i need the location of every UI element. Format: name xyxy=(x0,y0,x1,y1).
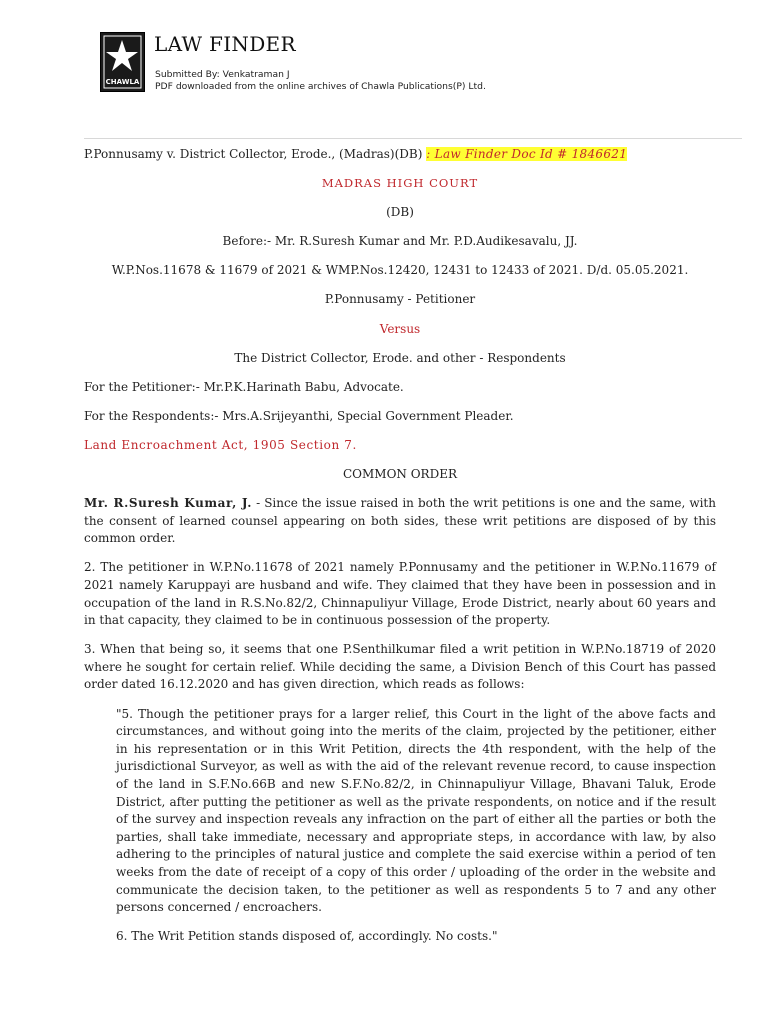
svg-text:CHAWLA: CHAWLA xyxy=(105,78,140,86)
case-title-line xyxy=(84,146,716,164)
counsel-respondents: For the Respondents:- Mrs.A.Srijeyanthi, Special Government Pleader. xyxy=(84,408,514,423)
paragraph-2: 2. The petitioner in W.P.No.11678 of 2021 namely P.Ponnusamy and the petitioner in W.P.No.11679 of 2021 namely Karuppayi are husband and wife. They claimed that they have been in possession and in occupation of the land in R.S.No.82/2, Chinnapuliyur Village, Erode District, nearly about 60 years and in that capacity, they claimed to be in continuous possession of the property. xyxy=(84,560,716,628)
paragraph-1 xyxy=(84,495,716,548)
act-reference: Land Encroachment Act, 1905 Section 7. xyxy=(84,437,357,452)
header xyxy=(100,30,700,100)
chawla-logo xyxy=(100,32,145,92)
header-meta xyxy=(155,69,486,93)
quoted-paragraph-5: "5. Though the petitioner prays for a larger relief, this Court in the light of the above facts and circumstances, and without going into the merits of the claim, projected by the petitioner, either in his representation or in this Writ Petition, directs the 4th respondent, with the help of the jurisdictional Surveyor, as well as with the aid of the relevant revenue record, to cause inspection of the land in S.F.No.66B and new S.F.No.82/2, in Chinnapuliyur Village, Bhavani Taluk, Erode District, after putting the petitioner as well as the private respondents, on notice and if the result of the survey and inspection reveals any infraction on the part of either all the parties or both the parties, shall take immediate, necessary and appropriate steps, in accordance with law, by also adhering to the principles of natural justice and complete the said exercise within a period of ten weeks from the date of receipt of a copy of this order / uploading of the order in the website and communicate the decision taken, to the petitioner as well as respondents 5 to 7 and any other persons concerned / encroachers. xyxy=(116,706,716,915)
downloaded-from: PDF downloaded from the online archives of Chawla Publications(P) Ltd. xyxy=(155,81,486,92)
petitioner-line: P.Ponnusamy - Petitioner xyxy=(324,292,476,307)
judge-name: Mr. R.Suresh Kumar, J. xyxy=(84,496,253,511)
court-name: MADRAS HIGH COURT xyxy=(321,176,479,191)
quoted-paragraph-6: 6. The Writ Petition stands disposed of, accordingly. No costs." xyxy=(116,929,498,944)
doc-id-highlight: : Law Finder Doc Id # 1846621 xyxy=(426,147,628,161)
bench-type: (DB) xyxy=(386,205,414,220)
respondents-line: The District Collector, Erode. and other - Respondents xyxy=(234,350,566,365)
paragraph-1-text: - Since the issue raised in both the writ petitions is one and the same, with the consent of learned counsel appearing on both sides, these writ petitions are disposed of by this common order. xyxy=(84,496,716,546)
versus-label: Versus xyxy=(379,321,421,336)
counsel-petitioner: For the Petitioner:- Mr.P.K.Harinath Babu, Advocate. xyxy=(84,379,404,394)
paragraph-3: 3. When that being so, it seems that one P.Senthilkumar filed a writ petition in W.P.No.18719 of 2020 where he sought for certain relief. While deciding the same, a Division Bench of this Court has passed order dated 16.12.2020 and has given direction, which reads as follows: xyxy=(84,642,716,692)
brand-title: LAW FINDER xyxy=(154,32,296,56)
document-body xyxy=(84,146,716,957)
case-numbers: W.P.Nos.11678 & 11679 of 2021 & WMP.Nos.12420, 12431 to 12433 of 2021. D/d. 05.05.2021. xyxy=(111,263,689,278)
submitted-by: Submitted By: Venkatraman J xyxy=(155,69,290,80)
header-divider xyxy=(84,138,742,139)
order-title: COMMON ORDER xyxy=(342,467,458,482)
case-title: P.Ponnusamy v. District Collector, Erode., (Madras)(DB) xyxy=(84,147,423,161)
judges-before: Before:- Mr. R.Suresh Kumar and Mr. P.D.Audikesavalu, JJ. xyxy=(222,234,578,249)
